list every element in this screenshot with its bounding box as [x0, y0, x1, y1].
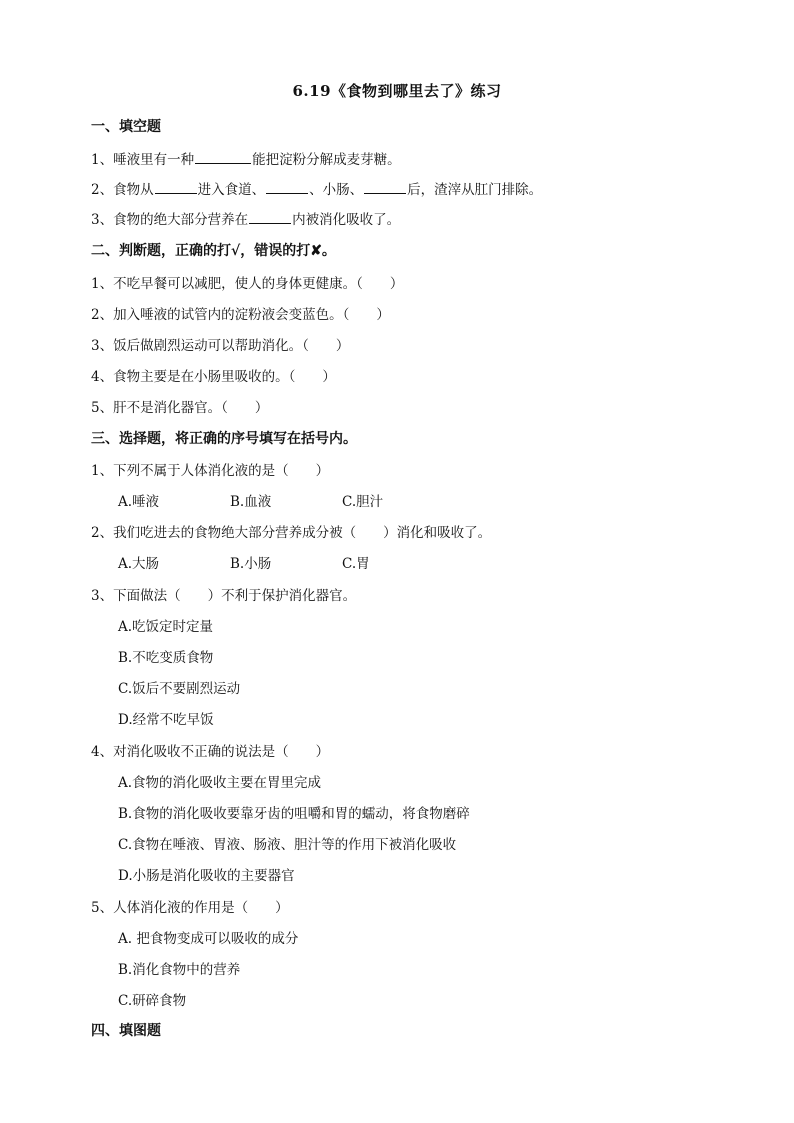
fill-q1-text-a: 1、唾液里有一种 — [91, 152, 195, 168]
choice-question-4: 4、对消化吸收不正确的说法是（ ） — [91, 744, 330, 760]
choice-question-3: 3、下面做法（ ）不利于保护消化器官。 — [91, 588, 357, 604]
page-title: 6.19《食物到哪里去了》练习 — [292, 82, 502, 100]
judge-question-3: 3、饭后做剧烈运动可以帮助消化。（ ） — [91, 338, 350, 354]
choice-q3-option-a: A.吃饭定时定量 — [118, 619, 214, 635]
section-true-false: 二、判断题，正确的打√，错误的打✘。 — [91, 243, 336, 259]
choice-q5-option-b: B.消化食物中的营养 — [118, 962, 241, 978]
fill-question-1 — [91, 148, 401, 168]
answer-blank[interactable] — [266, 179, 308, 194]
fill-q2-text-b: 进入食道、 — [197, 182, 266, 198]
fill-q2-text-c: 、小肠、 — [309, 182, 364, 198]
answer-blank[interactable] — [195, 149, 251, 164]
fill-q3-text-b: 内被消化吸收了。 — [292, 212, 401, 228]
choice-q5-option-a: A. 把食物变成可以吸收的成分 — [118, 931, 299, 947]
choice-q2-option-c: C.胃 — [342, 556, 370, 572]
fill-q1-text-b: 能把淀粉分解成麦芽糖。 — [252, 152, 401, 168]
choice-q3-option-c: C.饭后不要剧烈运动 — [118, 681, 241, 697]
choice-q4-option-c: C.食物在唾液、胃液、肠液、胆汁等的作用下被消化吸收 — [118, 837, 457, 853]
choice-q1-option-a: A.唾液 — [118, 494, 160, 510]
judge-question-5: 5、肝不是消化器官。（ ） — [91, 400, 269, 416]
choice-q4-option-a: A.食物的消化吸收主要在胃里完成 — [118, 775, 322, 791]
fill-question-2 — [91, 178, 542, 198]
choice-q1-option-c: C.胆汁 — [342, 494, 384, 510]
choice-q3-option-d: D.经常不吃早饭 — [118, 712, 214, 728]
judge-question-1: 1、不吃早餐可以减肥，使人的身体更健康。（ ） — [91, 276, 404, 292]
choice-q1-option-b: B.血液 — [230, 494, 272, 510]
section-diagram-fill: 四、填图题 — [91, 1023, 161, 1039]
choice-q2-option-b: B.小肠 — [230, 556, 272, 572]
section-multiple-choice: 三、选择题，将正确的序号填写在括号内。 — [91, 431, 357, 447]
choice-question-1: 1、下列不属于人体消化液的是（ ） — [91, 463, 330, 479]
fill-q3-text-a: 3、食物的绝大部分营养在 — [91, 212, 249, 228]
section-fill-in: 一、填空题 — [91, 119, 161, 135]
fill-q2-text-d: 后，渣滓从肛门排除。 — [407, 182, 543, 198]
answer-blank[interactable] — [249, 209, 291, 224]
choice-q3-option-b: B.不吃变质食物 — [118, 650, 214, 666]
choice-question-5: 5、人体消化液的作用是（ ） — [91, 900, 289, 916]
choice-q5-option-c: C.研碎食物 — [118, 993, 187, 1009]
fill-question-3 — [91, 208, 400, 228]
judge-question-2: 2、加入唾液的试管内的淀粉液会变蓝色。（ ） — [91, 307, 390, 323]
fill-q2-text-a: 2、食物从 — [91, 182, 154, 198]
choice-q2-option-a: A.大肠 — [118, 556, 160, 572]
choice-q4-option-b: B.食物的消化吸收要靠牙齿的咀嚼和胃的蠕动，将食物磨碎 — [118, 806, 470, 822]
answer-blank[interactable] — [155, 179, 197, 194]
judge-question-4: 4、食物主要是在小肠里吸收的。（ ） — [91, 369, 336, 385]
choice-q4-option-d: D.小肠是消化吸收的主要器官 — [118, 868, 295, 884]
answer-blank[interactable] — [364, 179, 406, 194]
choice-question-2: 2、我们吃进去的食物绝大部分营养成分被（ ）消化和吸收了。 — [91, 525, 492, 541]
